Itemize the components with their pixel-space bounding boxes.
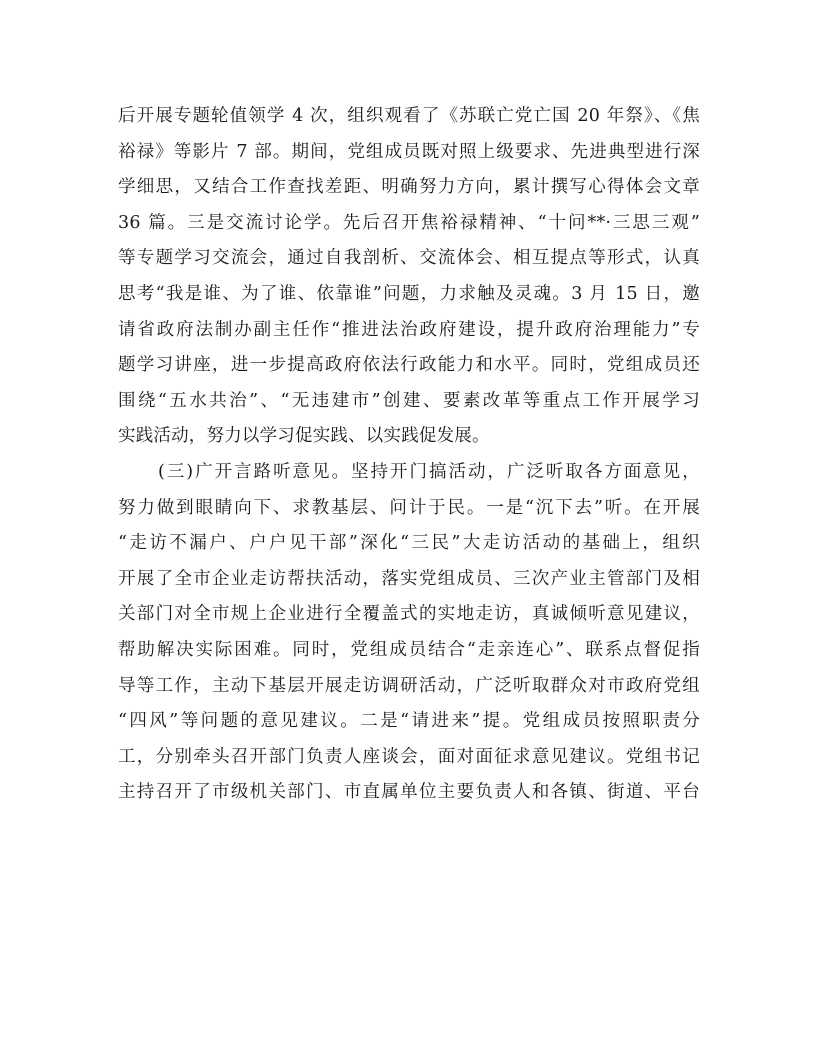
text-line: 思考“我是谁、为了谁、依靠谁”问题，力求触及灵魂。3 月 15 日，邀 (118, 283, 700, 304)
text-line: 裕禄》等影片 7 部。期间，党组成员既对照上级要求、先进典型进行深 (118, 141, 700, 162)
text-line: 主持召开了市级机关部门、市直属单位主要负责人和各镇、街道、平台 (118, 782, 700, 803)
text-line: 后开展专题轮值领学 4 次，组织观看了《苏联亡党亡国 20 年祭》、《焦 (118, 106, 700, 126)
text-line: 题学习讲座，进一步提高政府依法行政能力和水平。同时，党组成员还 (118, 355, 700, 376)
text-line: 帮助解决实际困难。同时，党组成员结合“走亲连心”、联系点督促指 (118, 639, 700, 660)
section-heading-line: (三)广开言路听意见。坚持开门搞活动，广泛听取各方面意见， (158, 461, 700, 482)
body-text (118, 99, 700, 811)
paragraph-last-line: 实践活动，努力以学习促实践、以实践促发展。 (118, 426, 490, 447)
text-line: 等专题学习交流会，通过自我剖析、交流体会、相互提点等形式，认真 (118, 248, 700, 269)
text-line: 学细思，又结合工作查找差距、明确努力方向，累计撰写心得体会文章 (118, 177, 700, 198)
text-line: “四风”等问题的意见建议。二是“请进来”提。党组成员按照职责分 (118, 711, 700, 732)
text-line: 努力做到眼睛向下、求教基层、问计于民。一是“沉下去”听。在开展 (118, 497, 700, 518)
text-line: 请省政府法制办副主任作“推进法治政府建设，提升政府治理能力”专 (118, 319, 700, 340)
text-line: 36 篇。三是交流讨论学。先后召开焦裕禄精神、“十问**·三思三观” (118, 212, 700, 233)
text-line: 工，分别牵头召开部门负责人座谈会，面对面征求意见建议。党组书记 (118, 746, 700, 767)
text-line: 开展了全市企业走访帮扶活动，落实党组成员、三次产业主管部门及相 (118, 568, 700, 589)
text-line: 围绕“五水共治”、“无违建市”创建、要素改革等重点工作开展学习 (118, 390, 700, 411)
text-line: 关部门对全市规上企业进行全覆盖式的实地走访，真诚倾听意见建议， (118, 604, 700, 625)
text-line: “走访不漏户、户户见干部”深化“三民”大走访活动的基础上，组织 (118, 533, 700, 554)
text-line: 导等工作，主动下基层开展走访调研活动，广泛听取群众对市政府党组 (118, 675, 700, 696)
